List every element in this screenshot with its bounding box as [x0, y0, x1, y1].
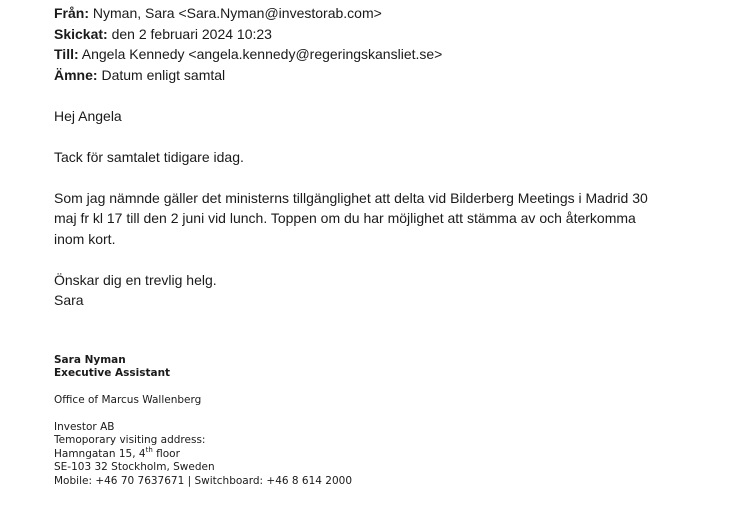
subject-value: Datum enligt samtal	[101, 66, 226, 83]
subject-row	[54, 65, 734, 86]
body-line: Tack för samtalet tidigare idag.	[54, 148, 244, 165]
spacer	[54, 167, 734, 188]
body-paragraph-line-1: Som jag nämnde gäller det ministerns tillgänglighet att delta vid Bilderberg Meetings i Madrid 30	[54, 189, 648, 206]
sent-value: den 2 februari 2024 10:23	[111, 25, 272, 42]
signature-name: Sara Nyman	[54, 354, 126, 366]
signature-city: SE-103 32 Stockholm, Sweden	[54, 461, 215, 474]
sent-row	[54, 24, 734, 45]
body-paragraph-line-3: inom kort.	[54, 230, 116, 247]
email-message	[54, 3, 734, 311]
spacer	[54, 85, 734, 106]
spacer	[54, 249, 734, 270]
spacer	[54, 408, 352, 421]
street-suffix: floor	[152, 447, 180, 460]
from-value: Nyman, Sara <Sara.Nyman@investorab.com>	[92, 5, 382, 21]
body-paragraph-line-2: maj fr kl 17 till den 2 juni vid lunch. Toppen om du har möjlighet att stämma av och återkomma	[54, 210, 636, 226]
signature-street	[54, 445, 352, 461]
signature-title: Executive Assistant	[54, 367, 171, 380]
signature-office: Office of Marcus Wallenberg	[54, 394, 202, 407]
to-row	[54, 44, 734, 65]
from-row	[54, 3, 734, 24]
from-label: Från:	[54, 5, 89, 21]
sent-label: Skickat:	[54, 25, 108, 42]
signature-company: Investor AB	[54, 421, 115, 433]
sender-name: Sara	[54, 292, 84, 308]
signature-phones: Mobile: +46 70 7637671 | Switchboard: +46 8 614 2000	[54, 474, 353, 487]
to-value: Angela Kennedy <angela.kennedy@regeringskansliet.se>	[81, 46, 443, 62]
to-label: Till:	[54, 46, 79, 62]
subject-label: Ämne:	[54, 66, 98, 83]
signature-visiting-label: Temoporary visiting address:	[54, 434, 206, 447]
greeting: Hej Angela	[54, 107, 122, 124]
spacer	[54, 126, 734, 147]
closing-line: Önskar dig en trevlig helg.	[54, 271, 217, 288]
spacer	[54, 381, 352, 394]
street-prefix: Hamngatan 15, 4	[54, 447, 146, 460]
email-signature	[54, 354, 352, 488]
street-ordinal: th	[145, 445, 153, 454]
